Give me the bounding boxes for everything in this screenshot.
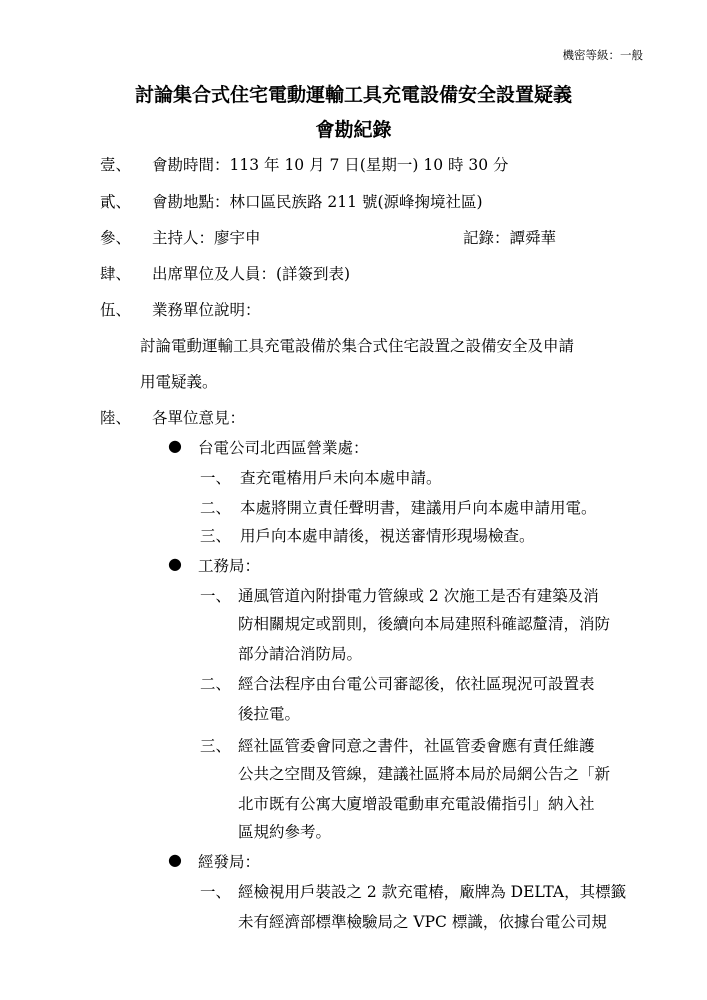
recorder: 記錄：譚舜華: [463, 229, 557, 247]
attendees: 出席單位及人員：(詳簽到表): [152, 265, 351, 283]
item-text: 用戶向本處申請後，視送審情形現場檢查。: [240, 527, 535, 545]
item-text: 後拉電。: [238, 705, 301, 723]
item-number: 一、: [200, 587, 232, 605]
item-text: 未有經濟部標準檢驗局之 VPC 標識，依據台電公司規: [238, 913, 607, 931]
item-text: 部分請洽消防局。: [238, 645, 363, 663]
item-text: 防相關規定或罰則，後續向本局建照科確認釐清，消防: [238, 615, 611, 633]
section-heading: 各單位意見：: [152, 409, 246, 427]
chairperson: 主持人：廖宇申: [152, 229, 261, 247]
section-number: 伍、: [100, 301, 132, 319]
item-text: 通風管道內附掛電力管線或 2 次施工是否有建築及消: [238, 587, 599, 605]
meeting-location: 會勘地點：林口區民族路 211 號(源峰掬境社區): [152, 193, 483, 211]
section-number: 肆、: [100, 265, 132, 283]
section-heading: 業務單位說明：: [152, 301, 261, 319]
classification-label: 機密等級：一般: [562, 48, 643, 62]
item-number: 三、: [200, 737, 232, 755]
paragraph-line: 用電疑義。: [140, 373, 218, 391]
meeting-time: 會勘時間：113 年 10 月 7 日(星期一) 10 時 30 分: [152, 156, 509, 174]
item-text: 區規約參考。: [238, 823, 332, 841]
item-text: 經社區管委會同意之書件，社區管委會應有責任維護: [238, 737, 595, 755]
item-text: 本處將開立責任聲明書，建議用戶向本處申請用電。: [240, 499, 597, 517]
unit-name: 經發局：: [198, 853, 261, 871]
paragraph-line: 討論電動運輸工具充電設備於集合式住宅設置之設備安全及申請: [140, 337, 575, 355]
bullet-icon: ●: [168, 436, 182, 455]
bullet-icon: ●: [168, 554, 182, 573]
section-number: 參、: [100, 229, 132, 247]
unit-name: 台電公司北西區營業處：: [198, 439, 369, 457]
item-number: 三、: [200, 527, 232, 545]
item-number: 一、: [200, 883, 232, 901]
item-number: 二、: [200, 499, 232, 517]
item-number: 二、: [200, 675, 232, 693]
item-text: 查充電樁用戶未向本處申請。: [240, 469, 442, 487]
item-number: 一、: [200, 469, 232, 487]
unit-name: 工務局：: [198, 557, 261, 575]
item-text: 經合法程序由台電公司審認後，依社區現況可設置表: [238, 675, 595, 693]
section-number: 貳、: [100, 193, 132, 211]
section-number: 壹、: [100, 156, 132, 174]
section-number: 陸、: [100, 409, 132, 427]
item-text: 經檢視用戶裝設之 2 款充電樁，廠牌為 DELTA，其標籤: [238, 883, 627, 901]
document-subtitle: 會勘紀錄: [315, 119, 392, 141]
item-text: 公共之空間及管線，建議社區將本局於局網公告之「新: [238, 765, 611, 783]
item-text: 北市既有公寓大廈增設電動車充電設備指引」納入社: [238, 795, 595, 813]
document-title: 討論集合式住宅電動運輸工具充電設備安全設置疑義: [134, 84, 572, 106]
bullet-icon: ●: [168, 850, 182, 869]
